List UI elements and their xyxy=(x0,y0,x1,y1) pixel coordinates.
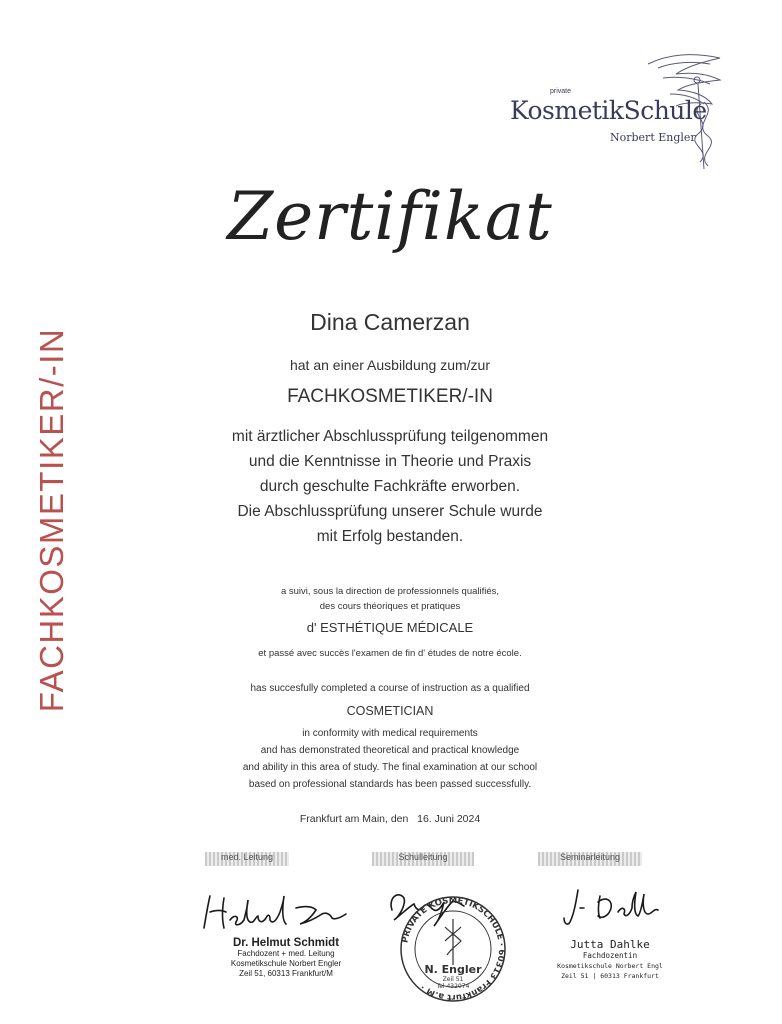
german-line: mit Erfolg bestanden. xyxy=(316,528,464,545)
english-line: and has demonstrated theoretical and practical knowledge xyxy=(260,745,520,756)
logo-owner: Norbert Engler xyxy=(610,131,696,144)
school-heading: Schulleitung xyxy=(372,852,474,866)
seminar-heading: Seminarleitung xyxy=(538,852,642,866)
medical-line: Kosmetikschule Norbert Engler xyxy=(230,959,342,968)
side-title: FACHKOSMETIKER/-IN xyxy=(33,327,70,713)
seminar-line: Zeil 51 | 60313 Frankfurt xyxy=(561,972,659,980)
logo-school-name: KosmetikSchule xyxy=(510,96,707,125)
medical-name: Dr. Helmut Schmidt xyxy=(232,937,340,949)
french-closing: et passé avec succès l'examen de fin d' études de notre école. xyxy=(258,648,522,659)
english-line: based on professional standards has been passed successfully. xyxy=(248,779,532,790)
german-line: mit ärztlicher Abschlussprüfung teilgenommen xyxy=(231,428,549,445)
german-line: und die Kenntnisse in Theorie und Praxis xyxy=(248,453,532,470)
seminar-line: Fachdozentin xyxy=(582,951,638,960)
french-line: des cours théoriques et pratiques xyxy=(319,601,461,612)
german-line: durch geschulte Fachkräfte erworben. xyxy=(259,478,521,495)
stamp-name: N. Engler xyxy=(424,963,482,976)
stamp-line: Zeil 51 xyxy=(442,976,464,983)
english-line: in conformity with medical requirements xyxy=(302,728,478,739)
french-line: a suivi, sous la direction de professionnels qualifiés, xyxy=(280,586,500,597)
medical-heading: med. Leitung xyxy=(205,852,289,866)
recipient-name: Dina Camerzan xyxy=(310,309,470,335)
stamp-ring-text: PRIVATE KOSMETIKSCHULE · 60313 Frankfurt a.M · xyxy=(400,895,507,1003)
german-intro: hat an einer Ausbildung zum/zur xyxy=(289,357,490,373)
english-course: COSMETICIAN xyxy=(346,704,434,718)
german-body xyxy=(90,424,690,549)
french-body xyxy=(90,584,690,614)
logo-prefix: private xyxy=(550,88,572,95)
medical-signatory xyxy=(196,937,376,979)
english-intro: has succesfully completed a course of instruction as a qualified xyxy=(250,683,530,694)
german-course: FACHKOSMETIKER/-IN xyxy=(287,386,493,407)
seminar-signature xyxy=(560,884,670,932)
english-line: and ability in this area of study. The final examination at our school xyxy=(242,762,538,773)
date-place: Frankfurt am Main, den xyxy=(299,813,409,825)
certificate-title: Zertifikat xyxy=(227,178,553,255)
stamp-line: Tel 432074 xyxy=(436,983,470,990)
medical-line: Fachdozent + med. Leitung xyxy=(237,949,335,958)
seminar-signatory xyxy=(550,938,670,981)
seminar-line: Kosmetikschule Norbert Engl xyxy=(557,962,663,970)
date-line xyxy=(90,813,690,825)
medical-signature xyxy=(196,888,356,936)
french-course: d' ESTHÉTIQUE MÉDICALE xyxy=(306,620,474,635)
date-value: 16. Juni 2024 xyxy=(417,813,481,825)
german-line: Die Abschlussprüfung unserer Schule wurde xyxy=(237,503,543,520)
school-logo xyxy=(498,44,726,184)
english-body xyxy=(90,725,690,793)
medical-line: Zeil 51, 60313 Frankfurt/M xyxy=(239,969,333,978)
seminar-name: Jutta Dahlke xyxy=(570,938,650,951)
school-stamp xyxy=(389,893,517,1005)
